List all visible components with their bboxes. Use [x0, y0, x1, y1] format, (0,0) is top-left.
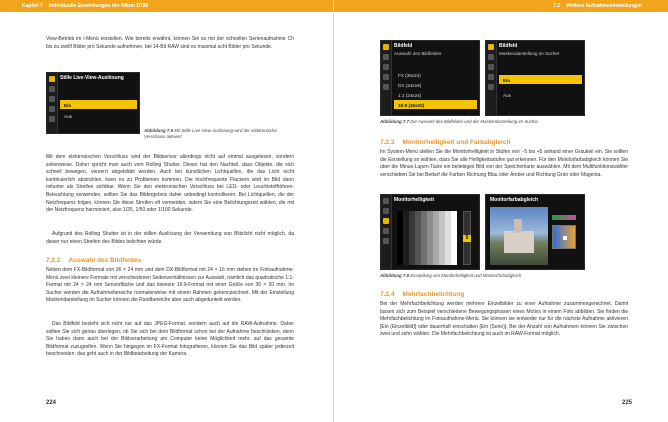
section-heading-7-2-2	[46, 257, 141, 264]
chapter-title: Individuelle Einstellungen der Nikon D780	[48, 3, 149, 9]
screen-title: Bildfeld	[499, 43, 518, 49]
multiple-exposure-paragraph: Bei der Mehrfachbelichtung werden mehrere Einzelbilder zu einer Aufnahme zusammengerechnet. Damit lassen sich zum Beispiel verschiedene Bewegungsphasen eines Motivs in einem Foto abbilden. Sie finden die Mehrfachbelichtung im Fotoaufnahme-Menü. Sie können sie entweder nur für die nächste Aufnahme aktivieren [Ein (Einzelbild)] oder dauerhaft einschalten [Ein (Serie)]. Bei der Anzahl von Aufnahmen können Sie zwischen zwei und zehn wählen. Die Mehrfachbelichtung ist auch im RAW-Format möglich.	[380, 301, 628, 338]
screen-title: Stille Live-View-Auslösung	[60, 75, 124, 81]
section-header-title: Weitere Aufnahmeeinstellungen	[566, 3, 642, 9]
monitor-color-balance-screen	[485, 194, 585, 270]
tower-shape	[514, 219, 522, 233]
option-off[interactable]: Aus	[503, 93, 511, 98]
wrench-icon	[383, 218, 389, 224]
camera-icon	[488, 44, 494, 50]
page-number-left: 224	[46, 400, 57, 406]
option-fx[interactable]: FX (36x24)	[398, 73, 421, 78]
my-menu-icon	[383, 238, 389, 244]
image-area-screen	[380, 40, 480, 116]
menu-sidebar	[381, 41, 392, 115]
screen-title: Monitorfarbabgleich	[490, 197, 539, 203]
intro-paragraph: View-Betrieb im i-Menü einstellen. Wie bereits erwähnt, können Sie so mit der schnellen Serienaufnahme Ch bis zu zwölf Bilder pro Sekunde aufnehmen, bei 14-Bit RAW sind es maximal acht Bilder pro Sekunde.	[46, 36, 294, 50]
color-balance-grid[interactable]	[552, 225, 576, 249]
figure-label: Abbildung 7.8	[380, 273, 410, 278]
rolling-shutter-paragraph: Mit dem elektronischen Verschluss wird der Bildsensor allerdings nicht auf einmal ausgelesen, sondern zeilenweise. Daher spricht man auch vom Rolling Shutter. Dieser hat den Nachteil, dass Objekte, die sich schnell bewegen, verzerrt abgebildet werden. Auch bei künstlichen Lichtquellen, die das Licht nicht kontinuierlich abstrahlen, kann es zu Problemen kommen. Die hochfrequente Flackern wird im Bild dann mitunter als Streifen sichtbar. Wenn Sie den elektronischen Verschluss bei LED- oder Leuchtstoffröhren-Beleuchtung verwenden, sollten Sie das Bildergebnis daher unbedingt kontrollieren. Bei Lichtquellen, die der Netzfrequenz folgen, können Sie diese Streifen oft vermeiden, indem Sie eine Belichtungszeit wählen, die mit der Netzfrequenz harmoniert, also 1/25, 1/50 oder 1/100 Sekunde.	[46, 154, 294, 214]
section-label: 7.2	[553, 3, 561, 9]
section-title: Auswahl des Bildfeldes	[68, 257, 142, 264]
menu-sidebar	[486, 41, 497, 115]
figure-label: Abbildung 7.7	[380, 119, 410, 124]
camera-icon	[49, 76, 55, 82]
section-heading-7-2-3	[380, 139, 510, 146]
flash-paragraph: Aufgrund des Rolling Shutter ist in der stillen Auslösung der Verwendung von Blitzlicht nicht möglich, da dieser nur einen Streifen des Bildes belichten würde.	[46, 231, 294, 245]
screen-subtitle: Maskendarstellung im Sucher	[499, 51, 560, 56]
wrench-icon	[383, 64, 389, 70]
retouch-icon	[383, 74, 389, 80]
menu-sidebar	[47, 73, 58, 133]
figure-caption-7-6	[144, 128, 294, 140]
pencil-icon	[383, 54, 389, 60]
color-balance-cursor[interactable]	[563, 236, 567, 240]
raw-format-paragraph: Das Bildfeld bezieht sich nicht nur auf das JPEG-Format, sondern auch auf die RAW-Aufnahme. Daher sollten Sie sich genau überlegen, ob Sie sich bei dem Bildformat schon bei der Aufnahme beschränken, denn Sie haben dann auch bei der Bildverarbeitung am Computer keine Möglichkeit mehr, auf das gesamte Bildformat zuzugreifen. Wenn Sie hingegen im FX-Format fotografieren, können Sie das Bild später jederzeit beschneiden; das geht auch in der Bildbearbeitung der Kamera.	[46, 321, 294, 358]
my-menu-icon	[49, 116, 55, 122]
option-16-9[interactable]: 16:9 (36x20)	[394, 100, 477, 109]
retouch-icon	[488, 74, 494, 80]
retouch-icon	[383, 228, 389, 234]
screen-title: Monitorhelligkeit	[394, 197, 434, 203]
my-menu-icon	[383, 84, 389, 90]
figure-caption-text: Die Auswahl des Bildfeldes und der Maskendarstellung im Sucher	[410, 119, 539, 124]
camera-icon	[383, 44, 389, 50]
menu-sidebar	[381, 195, 392, 269]
figure-caption-text: Einstellung von Monitorhelligkeit und Monitorfarbabgleich	[410, 273, 522, 278]
brightness-value: 0	[463, 235, 471, 242]
section-title: Mehrfachbelichtung	[402, 291, 465, 298]
page-number-right: 225	[621, 400, 632, 406]
monitor-brightness-screen	[380, 194, 480, 270]
mask-display-screen	[485, 40, 585, 116]
screen-subtitle: Auswahl des Bildfeldes	[394, 51, 442, 56]
option-1-1[interactable]: 1:1 (24x24)	[398, 93, 422, 98]
camera-icon	[383, 198, 389, 204]
right-page	[334, 0, 668, 422]
monitor-paragraph: Im System-Menü stellen Sie die Monitorhelligkeit in Stufen von −5 bis +5 anhand einer Graukeil ein. Sie sollten die Einstellung so wählen, dass Sie alle Helligkeitsstufen gut erkennen. Für den Monitorfarbabgleich können Sie über die Minus-Lupen-Taste ein beliebiges Bild von der Speicherkarte auswählen. Mit dem Multifunktionswähler verschieben Sie bei Bedarf die Farben Richtung Blau oder Amber und Richtung Grün oder Magenta.	[380, 149, 628, 178]
section-number: 7.2.4	[380, 291, 395, 298]
figure-caption-7-8	[380, 273, 630, 279]
left-running-header	[0, 0, 334, 12]
pencil-icon	[49, 86, 55, 92]
figure-caption-7-7	[380, 119, 630, 125]
option-off[interactable]: Aus	[64, 114, 72, 119]
retouch-icon	[49, 106, 55, 112]
silent-liveview-screen	[46, 72, 140, 134]
sample-photo	[490, 207, 548, 265]
figure-label: Abbildung 7.6	[144, 128, 174, 133]
figure-caption-text: Mit Stille Live-View-Auslösung wird der elektronische Verschluss aktiviert	[144, 128, 277, 140]
option-on[interactable]: Ein	[499, 75, 582, 84]
pencil-icon	[383, 208, 389, 214]
chapter-label: Kapitel 7	[22, 3, 43, 9]
option-on[interactable]: Ein	[60, 100, 137, 109]
gray-scale-wedge	[397, 211, 457, 265]
building-shape	[504, 231, 534, 253]
my-menu-icon	[488, 84, 494, 90]
wrench-icon	[49, 96, 55, 102]
screen-title: Bildfeld	[394, 43, 413, 49]
option-dx[interactable]: DX (24x16)	[398, 83, 422, 88]
section-heading-7-2-4	[380, 291, 464, 298]
image-area-paragraph: Neben dem FX-Bildformat von 36 × 24 mm und dem DX-Bildformat mit 24 × 16 mm stehen im Fotoaufnahme-Menü zwei kleinere Formate mit verschiedenen Seitenverhältnissen zur Auswahl, nämlich das quadratische 1:1-Format mit 24 × 24 mm Sensorfläche und das kleinere 16:9-Format mit einer Größe von 36 × 20 mm. Im Sucher werden die Aufnahmebereiche normalerweise mit einem Rahmen gekennzeichnet. Mit der Einstellung Maskendarstellung im Sucher können die Randbereiche aber auch abgedunkelt werden.	[46, 267, 294, 304]
right-running-header	[334, 0, 668, 12]
pencil-icon	[488, 54, 494, 60]
green-magenta-scale	[552, 215, 576, 220]
section-number: 7.2.2	[46, 257, 61, 264]
section-number: 7.2.3	[380, 139, 395, 146]
wrench-icon	[488, 64, 494, 70]
section-title: Monitorhelligkeit und Farbabgleich	[402, 139, 511, 146]
